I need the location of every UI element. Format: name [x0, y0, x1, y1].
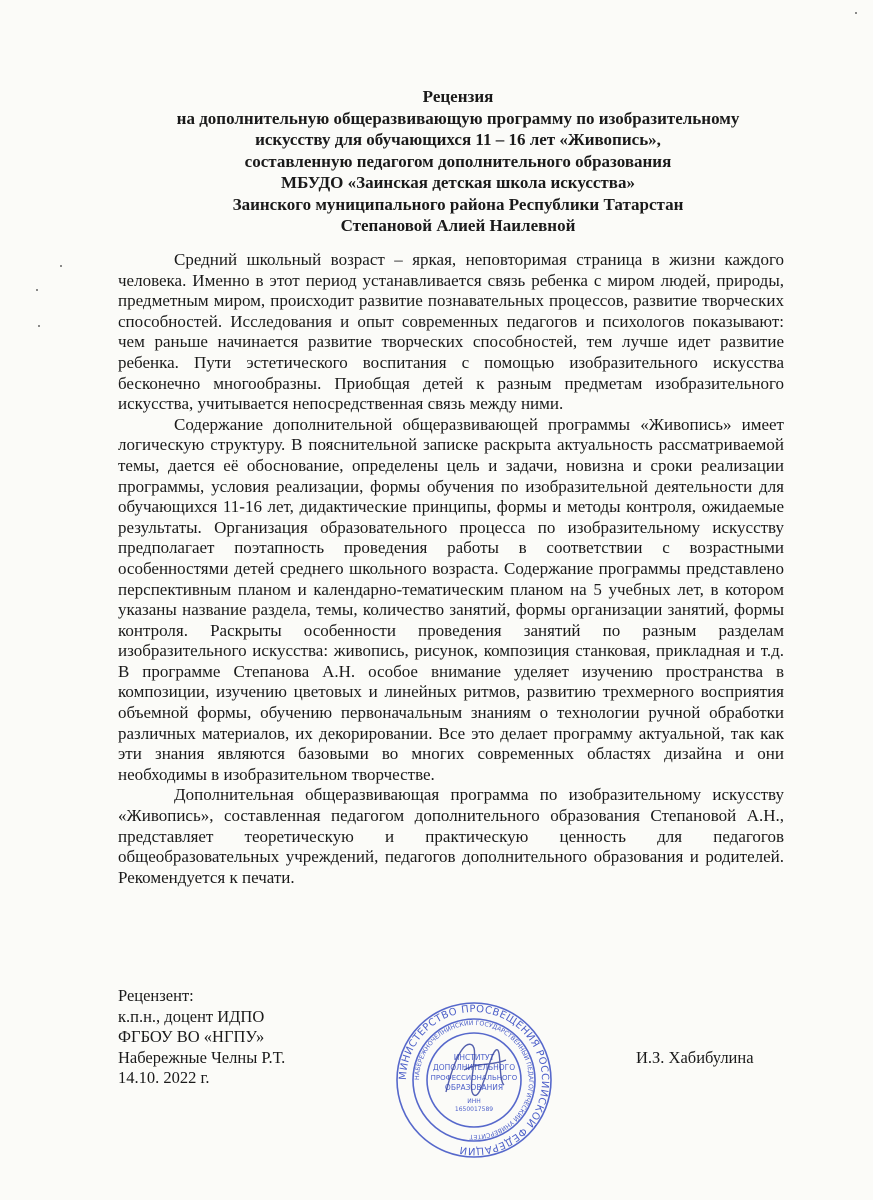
- title-line-3: искусству для обучающихся 11 – 16 лет «Живопись»,: [255, 130, 661, 149]
- stamp-center-line-2: ДОПОЛНИТЕЛЬНОГО: [432, 1063, 516, 1072]
- scan-speck: [855, 12, 857, 14]
- reviewer-organization: ФГБОУ ВО «НГПУ»: [118, 1027, 265, 1046]
- stamp-inner-text: НАБЕРЕЖНОЧЕЛНИНСКИЙ ГОСУДАРСТВЕННЫЙ ПЕДАГОГИЧЕСКИЙ УНИВЕРСИТЕТ: [413, 1019, 535, 1141]
- stamp-inn-label: ИНН: [467, 1098, 481, 1105]
- reviewer-degree: к.п.н., доцент ИДПО: [118, 1006, 265, 1026]
- title-line-5: МБУДО «Заинская детская школа искусства»: [281, 173, 635, 192]
- title-line-2: на дополнительную общеразвивающую программу по изобразительному: [176, 108, 740, 128]
- scan-speck: [60, 265, 62, 267]
- title-line-1: Рецензия: [422, 87, 494, 106]
- review-date: 14.10. 2022 г.: [118, 1068, 210, 1087]
- title-line-4: составленную педагогом дополнительного образования: [244, 151, 672, 171]
- paragraph: Дополнительная общеразвивающая программа по изобразительному искусству «Живопись», составленная педагогом дополнительного образования Степановой А.Н., представляет теоретическую и практическую ценность для педагогов общеобразовательных учреждений, педагогов дополнительного образования и родителей. Рекомендуется к печати.: [118, 785, 784, 887]
- stamp-center-line-4: ОБРАЗОВАНИЯ: [444, 1083, 504, 1092]
- stamp-center-line-3: ПРОФЕССИОНАЛЬНОГО: [430, 1074, 518, 1082]
- reviewer-name: И.З. Хабибулина: [636, 1048, 754, 1067]
- title-line-7: Степановой Алией Наилевной: [340, 216, 576, 235]
- stamp-outer-text: МИНИСТЕРСТВО ПРОСВЕЩЕНИЯ РОССИЙСКОЙ ФЕДЕРАЦИИ: [397, 1003, 551, 1157]
- review-title: [118, 86, 798, 237]
- paragraph: Содержание дополнительной общеразвивающей программы «Живопись» имеет логическую структуру. В пояснительной записке раскрыта актуальность рассматриваемой темы, дается её обоснование, определены цель и задачи, новизна и сроки реализации программы, условия реализации, формы обучения по изобразительной деятельности для обучающихся 11-16 лет, дидактические принципы, формы и методы контроля, ожидаемые результаты. Организация образовательного процесса по изобразительному искусству предполагает поэтапность проведения работы в соответствии с возрастными особенностями детей среднего школьного возраста. Содержание программы представлено перспективным планом и календарно-тематическим планом на 5 учебных лет, в котором указаны название раздела, темы, количество занятий, формы организации занятий, формы контроля. Раскрыты особенности проведения занятий по разным разделам изобразительного искусства: живопись, рисунок, композиция станковая, прикладная и т.д. В программе Степанова А.Н. особое внимание уделяет изучению пространства в композиции, изучению цветовых и линейных ритмов, развитию трехмерного восприятия объемной формы, обучению первоначальным знаниям о технологии ручной обработки различных материалов, их декорировании. Все это делает программу актуальной, так как эти знания являются базовыми во многих современных областях дизайна и они необходимы в изобразительном творчестве.: [118, 414, 784, 784]
- paragraph: Средний школьный возраст – яркая, неповторимая страница в жизни каждого человека. Именно в этот период устанавливается связь ребенка с миром людей, природы, предметным миром, происходит развитие познавательных процессов, развитие творческих способностей. Исследования и опыт современных педагогов и психологов показывают: чем раньше начинается развитие творческих способностей, тем лучше идет развитие ребенка. Пути эстетического воспитания с помощью изобразительного искусства бесконечно многообразны. Приобщая детей к разным предметам изобразительного искусства, учитывается непосредственная связь между ними.: [118, 250, 784, 414]
- reviewer-label: Рецензент:: [118, 986, 194, 1005]
- scan-speck: [38, 325, 40, 327]
- stamp-inn-number: 1650017589: [454, 1106, 494, 1113]
- title-line-6: Заинского муниципального района Республики Татарстан: [232, 194, 684, 214]
- official-stamp: [394, 1000, 554, 1160]
- stamp-center-line-1: ИНСТИТУТ: [453, 1053, 495, 1062]
- scan-speck: [36, 289, 38, 291]
- review-body: [118, 250, 784, 888]
- reviewer-city: Набережные Челны Р.Т.: [118, 1047, 286, 1067]
